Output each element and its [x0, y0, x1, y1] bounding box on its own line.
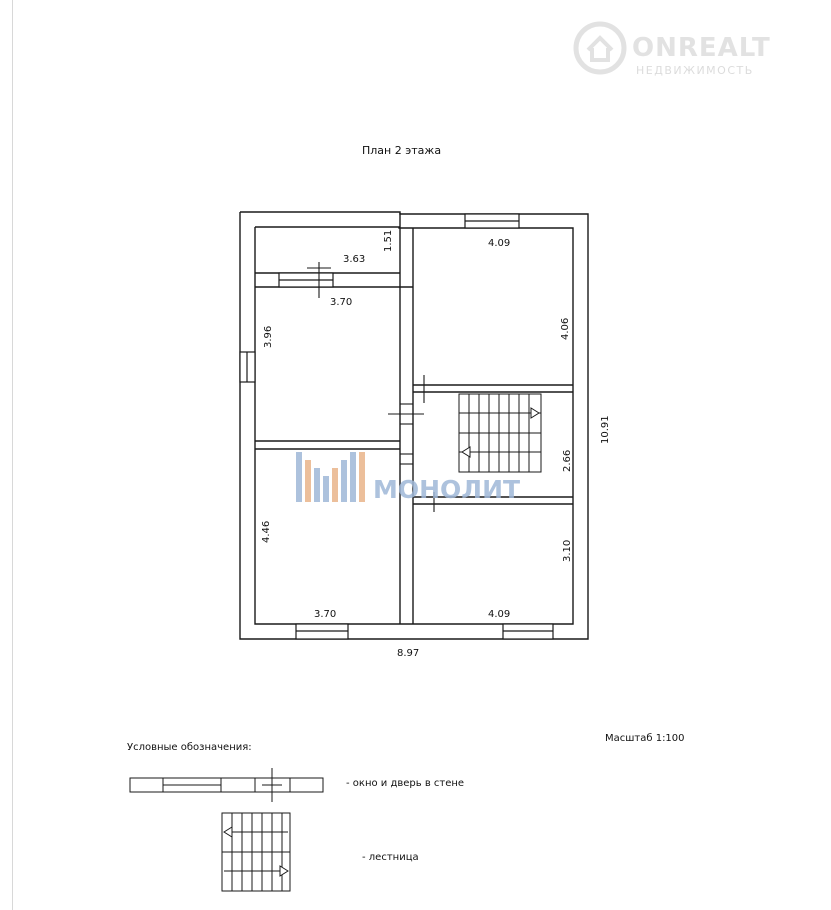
legend-item-stairs: - лестница — [362, 852, 419, 863]
dim-room-se-width: 4.09 — [488, 609, 511, 620]
dim-balcony-depth: 1.51 — [383, 229, 394, 252]
dim-overall-depth: 10.91 — [600, 415, 611, 444]
scale-label: Масштаб 1:100 — [605, 733, 685, 744]
legend-item-window-door: - окно и дверь в стене — [346, 778, 465, 789]
staircase — [459, 394, 541, 472]
monolit-text: МОНОЛИТ — [373, 475, 521, 504]
staircase-symbol — [222, 813, 290, 891]
windows — [240, 214, 553, 639]
onrealt-logo-icon — [576, 24, 624, 72]
dim-room-nw-depth: 3.96 — [263, 325, 274, 348]
plan-title: План 2 этажа — [362, 144, 442, 157]
dim-stair-depth: 2.66 — [562, 449, 573, 472]
house-icon — [588, 38, 612, 60]
legend-title: Условные обозначения: — [127, 742, 252, 753]
dim-room-sw-depth: 4.46 — [261, 520, 272, 543]
dim-room-ne-width: 4.09 — [488, 238, 511, 249]
dim-room-se-depth: 3.10 — [562, 539, 573, 562]
monolit-logo-icon — [296, 452, 365, 502]
monolit-watermark — [296, 452, 520, 504]
dim-room-sw-width: 3.70 — [314, 609, 337, 620]
watermark-brand: ONREALT — [632, 33, 771, 63]
watermark-brand-sub: НЕДВИЖИМОСТЬ — [636, 64, 754, 77]
dim-overall-width: 8.97 — [397, 648, 420, 659]
dim-balcony-width: 3.63 — [343, 254, 366, 265]
dim-room-nw-width: 3.70 — [330, 297, 353, 308]
wall-window-door-symbol — [130, 768, 323, 802]
onrealt-watermark — [576, 24, 771, 77]
dim-room-ne-depth: 4.06 — [560, 317, 571, 340]
